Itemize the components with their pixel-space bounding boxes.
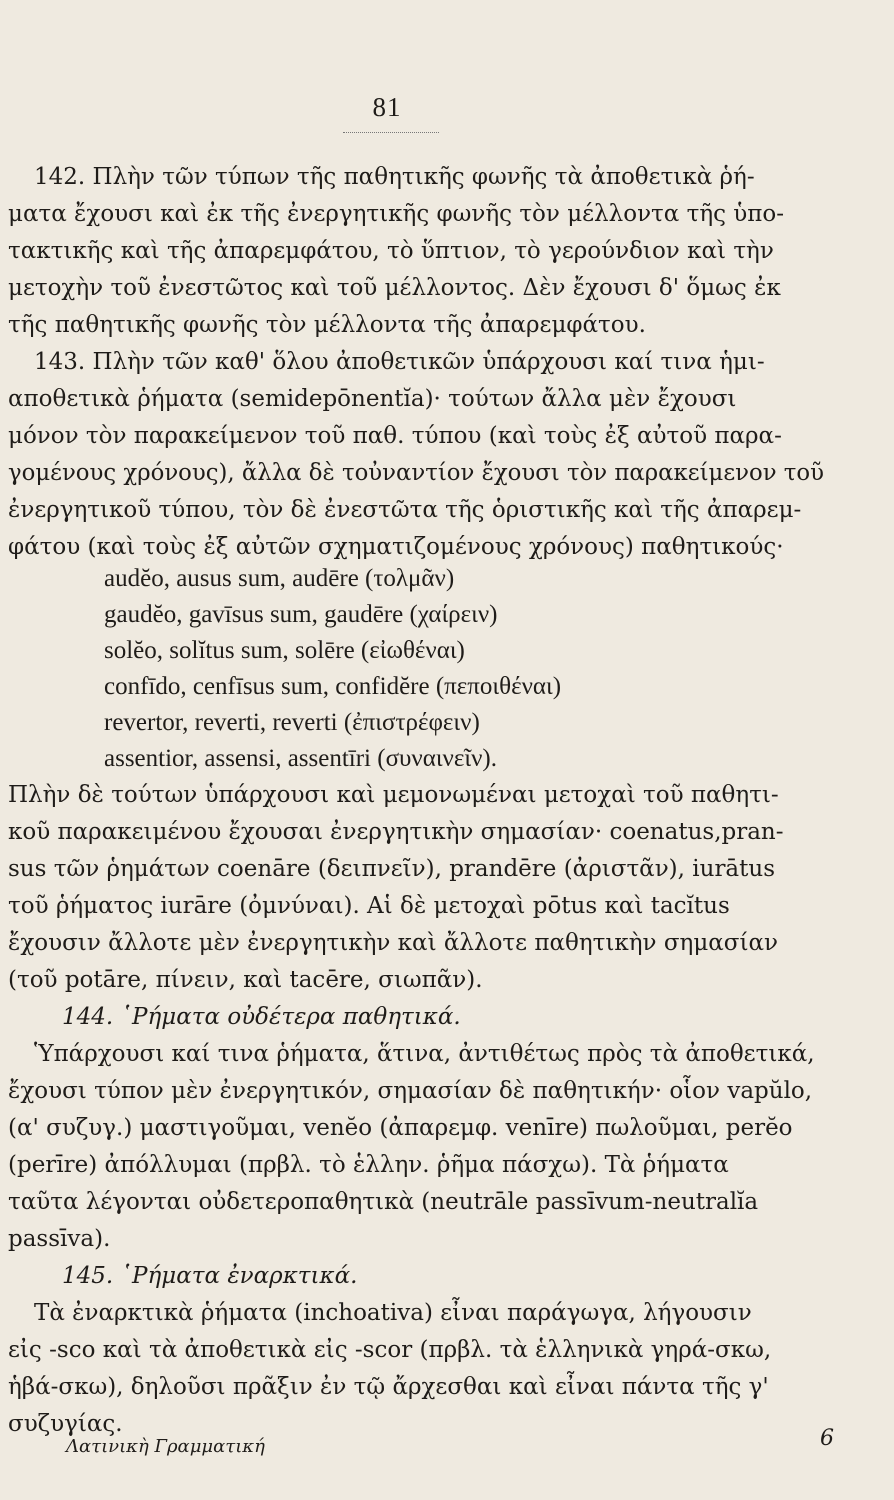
example-line: gaudĕo, gavīsus sum, gaudēre (χαίρειν): [104, 601, 498, 628]
text-line: sus τῶν ῥημάτων coenāre (δειπνεῖν), prandēre (ἀριστᾶν), iurātus: [8, 856, 776, 882]
text-line: μόνον τὸν παρακείμενον τοῦ παθ. τύπου (καὶ τοὺς ἐξ αὐτοῦ παρα-: [8, 423, 782, 449]
text-line: Τὰ ἐναρκτικὰ ῥήματα (inchoativa) εἶναι παράγωγα, λήγουσιν: [34, 1300, 752, 1326]
text-line: 142. Πλὴν τῶν τύπων τῆς παθητικῆς φωνῆς τὰ ἀποθετικὰ ῥή-: [34, 164, 755, 190]
section-heading: 145. ῾Ρήματα ἐναρκτικά.: [62, 1263, 358, 1289]
example-line: assentior, assensi, assentīri (συναινεῖν).: [104, 745, 497, 772]
text-line: 143. Πλὴν τῶν καθ' ὅλου ἀποθετικῶν ὑπάρχουσι καί τινα ἡμι-: [34, 349, 765, 375]
text-line: Πλὴν δὲ τούτων ὑπάρχουσι καὶ μεμονωμέναι μετοχαὶ τοῦ παθητι-: [8, 782, 779, 808]
text-line: τοῦ ῥήματος iurāre (ὀμνύναι). Αἱ δὲ μετοχαὶ pōtus καὶ tacĭtus: [8, 893, 730, 919]
text-line: (perīre) ἀπόλλυμαι (πρβλ. τὸ ἑλλην. ῥῆμα πάσχω). Τὰ ῥήματα: [8, 1152, 729, 1178]
text-line: μετοχὴν τοῦ ἐνεστῶτος καὶ τοῦ μέλλοντος. Δὲν ἔχουσι δ' ὅμως ἐκ: [8, 275, 781, 301]
text-line: passīva).: [8, 1226, 111, 1252]
example-line: confīdo, cenfīsus sum, confidĕre (πεποιθέναι): [104, 673, 562, 700]
example-line: revertor, reverti, reverti (ἐπιστρέφειν): [104, 709, 480, 736]
text-line: τακτικῆς καὶ τῆς ἀπαρεμφάτου, τὸ ὕπτιον, τὸ γερούνδιον καὶ τὴν: [8, 238, 774, 264]
text-line: (α' συζυγ.) μαστιγοῦμαι, venĕo (ἀπαρεμφ. venīre) πωλοῦμαι, perĕo: [8, 1115, 793, 1141]
text-line: ἡβά-σκω), δηλοῦσι πρᾶξιν ἐν τῷ ἄρχεσθαι καὶ εἶναι πάντα τῆς γ': [8, 1374, 769, 1400]
text-line: συζυγίας.: [8, 1411, 123, 1437]
text-line: αποθετικὰ ῥήματα (semidepōnentĭa)· τούτων ἄλλα μὲν ἔχουσι: [8, 386, 737, 412]
footer-signature: Λατινικὴ Γραμματική: [66, 1436, 265, 1457]
text-line: ματα ἔχουσι καὶ ἐκ τῆς ἐνεργητικῆς φωνῆς τὸν μέλλοντα τῆς ὑπο-: [8, 201, 785, 227]
section-heading: 144. ῾Ρήματα οὐδέτερα παθητικά.: [62, 1004, 461, 1030]
text-line: φάτου (καὶ τοὺς ἐξ αὐτῶν σχηματιζομένους χρόνους) παθητικούς·: [8, 534, 784, 560]
text-line: εἰς -sco καὶ τὰ ἀποθετικὰ εἰς -scor (πρβλ. τὰ ἑλληνικὰ γηρά-σκω,: [8, 1337, 772, 1363]
text-line: ταῦτα λέγονται οὐδετεροπαθητικὰ (neutrāle passīvum-neutralĭa: [8, 1189, 759, 1215]
header-rule: [343, 132, 439, 133]
page-number: 81: [372, 92, 402, 122]
text-line: Ὑπάρχουσι καί τινα ῥήματα, ἅτινα, ἀντιθέτως πρὸς τὰ ἀποθετικά,: [34, 1041, 815, 1067]
text-line: γομένους χρόνους), ἄλλα δὲ τοὐναντίον ἔχουσι τὸν παρακείμενον τοῦ: [8, 460, 824, 486]
text-line: ἔχουσι τύπον μὲν ἐνεργητικόν, σημασίαν δὲ παθητικήν· οἷον vapŭlo,: [8, 1078, 813, 1104]
example-line: solĕo, solĭtus sum, solēre (εἰωθέναι): [104, 637, 465, 664]
example-line: audĕo, ausus sum, audēre (τολμᾶν): [104, 565, 455, 592]
text-line: ἔχουσιν ἄλλοτε μὲν ἐνεργητικὴν καὶ ἄλλοτε παθητικὴν σημασίαν: [8, 930, 779, 956]
text-line: τῆς παθητικῆς φωνῆς τὸν μέλλοντα τῆς ἀπαρεμφάτου.: [8, 312, 646, 338]
text-line: κοῦ παρακειμένου ἔχουσαι ἐνεργητικὴν σημασίαν· coenatus,pran-: [8, 819, 784, 845]
text-line: ἐνεργητικοῦ τύπου, τὸν δὲ ἐνεστῶτα τῆς ὁριστικῆς καὶ τῆς ἀπαρεμ-: [8, 497, 802, 523]
signature-number: 6: [820, 1426, 834, 1451]
text-line: (τοῦ potāre, πίνειν, καὶ tacēre, σιωπᾶν).: [8, 967, 483, 993]
